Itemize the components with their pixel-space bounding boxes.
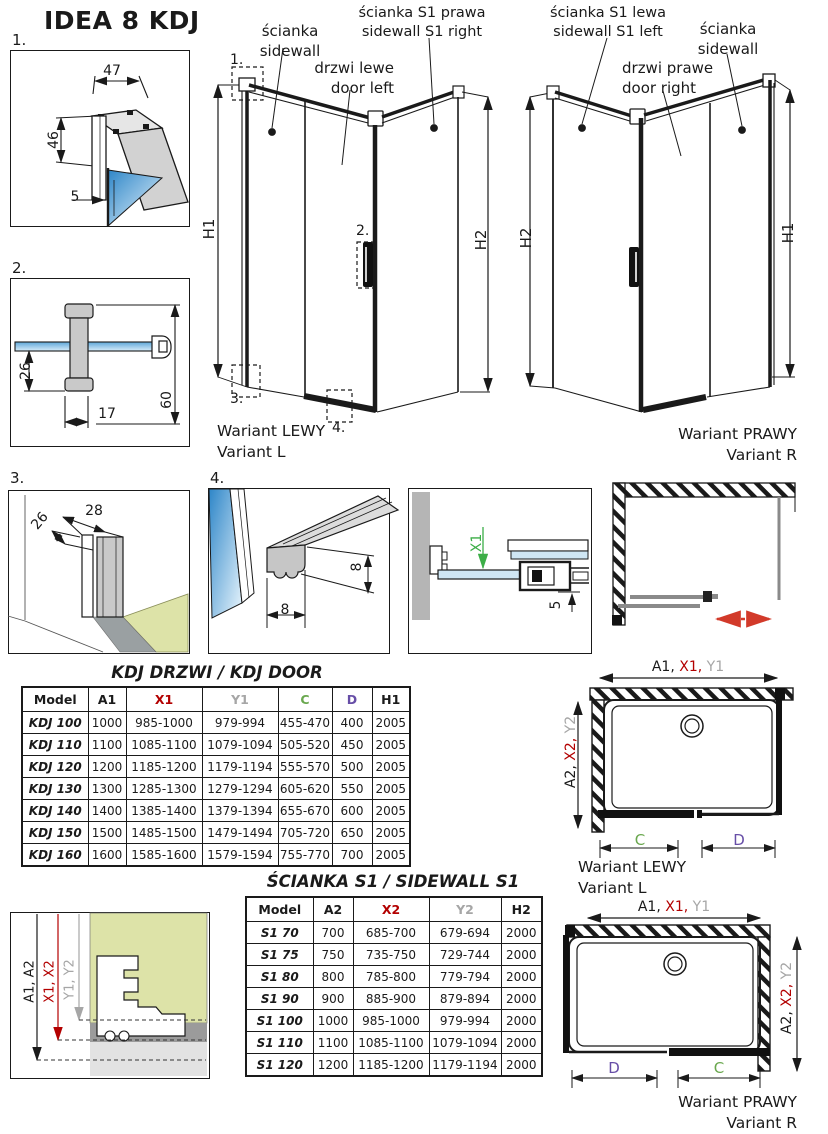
door-handle <box>629 247 639 287</box>
value-cell: 1179-1194 <box>429 1054 501 1077</box>
value-cell: 2005 <box>372 734 410 756</box>
value-cell: 1300 <box>88 778 126 800</box>
table-row <box>22 822 410 844</box>
door-glass <box>569 1047 770 1057</box>
table-row <box>22 844 410 867</box>
model-cell: S1 90 <box>246 988 313 1010</box>
value-cell: 400 <box>332 712 372 734</box>
value-cell: 2000 <box>501 1010 542 1032</box>
upper-rail <box>508 540 588 559</box>
shower-tray <box>604 700 779 815</box>
model-cell: S1 70 <box>246 922 313 944</box>
value-cell: 1079-1094 <box>202 734 278 756</box>
plan-left-dim-d: D <box>733 831 745 849</box>
value-cell: 1000 <box>313 1010 353 1032</box>
table-row <box>246 1032 542 1054</box>
profile-dim-a: A1, A2 <box>22 960 38 1003</box>
value-cell: 1385-1400 <box>126 800 202 822</box>
column-header-a1: A1 <box>88 687 126 712</box>
value-cell: 1500 <box>88 822 126 844</box>
door-table-title: KDJ DRZWI / KDJ DOOR <box>111 663 323 682</box>
profile-detail-drawing <box>10 912 208 1077</box>
model-cell: KDJ 160 <box>22 844 88 867</box>
dim-28: 28 <box>85 503 103 519</box>
value-cell: 800 <box>313 966 353 988</box>
plan-right-dim-d: D <box>608 1059 620 1077</box>
table-row <box>246 922 542 944</box>
dim-17: 17 <box>98 406 116 422</box>
value-cell: 1085-1100 <box>126 734 202 756</box>
plan-right-top-dim: A1, X1, Y1 <box>637 899 711 915</box>
profile-dim-y: Y1, Y2 <box>62 959 78 1000</box>
value-cell: 1179-1194 <box>202 756 278 778</box>
cross-section-drawing <box>408 488 590 652</box>
slide-direction-sketch <box>605 475 805 660</box>
model-cell: S1 110 <box>246 1032 313 1054</box>
value-cell: 1100 <box>88 734 126 756</box>
detail-2-label: 2. <box>12 259 27 277</box>
column-header-x1: X1 <box>126 687 202 712</box>
value-cell: 1479-1494 <box>202 822 278 844</box>
value-cell: 755-770 <box>278 844 332 867</box>
table-row <box>22 800 410 822</box>
value-cell: 1085-1100 <box>353 1032 429 1054</box>
value-cell: 2005 <box>372 800 410 822</box>
value-cell: 1285-1300 <box>126 778 202 800</box>
column-header-y1: Y1 <box>202 687 278 712</box>
detail-3-label: 3. <box>10 469 25 487</box>
value-cell: 600 <box>332 800 372 822</box>
column-header-x2: X2 <box>353 897 429 922</box>
plan-left-caption: Wariant LEWY Variant L <box>578 858 687 897</box>
column-header-model: Model <box>22 687 88 712</box>
value-cell: 705-720 <box>278 822 332 844</box>
label-sidewall-right: ścianka sidewall <box>697 20 759 58</box>
value-cell: 1600 <box>88 844 126 867</box>
value-cell: 979-994 <box>202 712 278 734</box>
value-cell: 1100 <box>313 1032 353 1054</box>
dim-x1: X1 <box>469 533 485 553</box>
value-cell: 1279-1294 <box>202 778 278 800</box>
glass-panel <box>209 489 254 618</box>
value-cell: 2000 <box>501 944 542 966</box>
door-table-wrap <box>21 686 411 867</box>
value-cell: 1200 <box>88 756 126 778</box>
plan-right-side-dim: A2, X2, Y2 <box>779 961 795 1035</box>
table-row <box>22 734 410 756</box>
value-cell: 679-694 <box>429 922 501 944</box>
dim-47: 47 <box>103 63 121 79</box>
column-header-y2: Y2 <box>429 897 501 922</box>
model-cell: KDJ 120 <box>22 756 88 778</box>
shower-tray <box>569 937 760 1052</box>
table-row <box>246 966 542 988</box>
value-cell: 1579-1594 <box>202 844 278 867</box>
model-cell: S1 75 <box>246 944 313 966</box>
value-cell: 1485-1500 <box>126 822 202 844</box>
model-cell: S1 100 <box>246 1010 313 1032</box>
sliding-door-glass <box>618 591 718 606</box>
value-cell: 550 <box>332 778 372 800</box>
detail-4-label: 4. <box>210 469 225 487</box>
value-cell: 650 <box>332 822 372 844</box>
wall <box>412 492 430 620</box>
profile-dim-x: X1, X2 <box>42 960 58 1003</box>
threshold-profile <box>267 496 398 578</box>
dim-60: 60 <box>159 391 175 409</box>
plan-right-caption: Wariant PRAWY Variant R <box>678 1093 797 1132</box>
hatched-wall-left <box>613 483 625 625</box>
value-cell: 605-620 <box>278 778 332 800</box>
column-header-a2: A2 <box>313 897 353 922</box>
table-row <box>22 756 410 778</box>
label-door-left: drzwi lewe door left <box>314 59 394 97</box>
plan-left-side-dim: A2, X2, Y2 <box>563 715 579 789</box>
sidewall-table <box>245 896 543 1077</box>
plan-left-drawing <box>560 655 810 890</box>
table-row <box>22 778 410 800</box>
dim-5: 5 <box>70 189 80 205</box>
value-cell: 779-794 <box>429 966 501 988</box>
value-cell: 2005 <box>372 712 410 734</box>
value-cell: 700 <box>332 844 372 867</box>
base-strip-light <box>90 1042 207 1076</box>
column-header-h1: H1 <box>372 687 410 712</box>
door-table-header-row <box>22 687 410 712</box>
model-cell: KDJ 150 <box>22 822 88 844</box>
value-cell: 450 <box>332 734 372 756</box>
value-cell: 1400 <box>88 800 126 822</box>
dim-h2-left: H2 <box>472 229 490 251</box>
door-glass <box>598 809 779 819</box>
column-header-c: C <box>278 687 332 712</box>
value-cell: 750 <box>313 944 353 966</box>
sidewall-table-title: ŚCIANKA S1 / SIDEWALL S1 <box>266 872 520 891</box>
value-cell: 2005 <box>372 844 410 867</box>
column-header-d: D <box>332 687 372 712</box>
value-cell: 1079-1094 <box>429 1032 501 1054</box>
value-cell: 2000 <box>501 988 542 1010</box>
value-cell: 555-570 <box>278 756 332 778</box>
value-cell: 979-994 <box>429 1010 501 1032</box>
value-cell: 900 <box>313 988 353 1010</box>
value-cell: 729-744 <box>429 944 501 966</box>
column-header-h2: H2 <box>501 897 542 922</box>
table-row <box>246 944 542 966</box>
value-cell: 785-800 <box>353 966 429 988</box>
table-row <box>246 1010 542 1032</box>
label-door-right: drzwi prawe door right <box>622 59 714 97</box>
sidewall-table-wrap <box>245 896 543 1077</box>
hatched-wall-top <box>613 483 795 497</box>
marker-3: 3. <box>230 391 244 407</box>
dim-gap-5: 5 <box>548 600 564 610</box>
table-row <box>246 988 542 1010</box>
dim-46: 46 <box>46 131 62 149</box>
table-row <box>246 1054 542 1077</box>
hatched-wall-top <box>590 688 793 700</box>
value-cell: 1585-1600 <box>126 844 202 867</box>
value-cell: 2000 <box>501 1032 542 1054</box>
marker-4: 4. <box>332 420 346 436</box>
value-cell: 500 <box>332 756 372 778</box>
value-cell: 2005 <box>372 756 410 778</box>
dim-26-depth: 26 <box>28 509 52 533</box>
dim-26: 26 <box>18 362 34 380</box>
value-cell: 879-894 <box>429 988 501 1010</box>
value-cell: 985-1000 <box>126 712 202 734</box>
dim-h1-right: H1 <box>779 222 797 244</box>
wall-profiles <box>82 535 123 617</box>
dim-h1-left: H1 <box>200 218 218 240</box>
value-cell: 2005 <box>372 822 410 844</box>
value-cell: 700 <box>313 922 353 944</box>
door-handle <box>363 242 373 287</box>
value-cell: 685-700 <box>353 922 429 944</box>
value-cell: 505-520 <box>278 734 332 756</box>
value-cell: 2005 <box>372 778 410 800</box>
model-cell: S1 120 <box>246 1054 313 1077</box>
sidewall-glass <box>563 935 569 1053</box>
model-cell: KDJ 100 <box>22 712 88 734</box>
value-cell: 655-670 <box>278 800 332 822</box>
sidewall-glass <box>776 697 782 815</box>
marker-1: 1. <box>230 52 244 68</box>
marker-2: 2. <box>356 223 370 239</box>
value-cell: 1200 <box>313 1054 353 1077</box>
value-cell: 2000 <box>501 966 542 988</box>
table-row <box>22 712 410 734</box>
value-cell: 455-470 <box>278 712 332 734</box>
label-sidewall-left: ścianka sidewall <box>259 22 321 60</box>
value-cell: 2000 <box>501 922 542 944</box>
dim-h2-right: H2 <box>517 227 535 249</box>
door-table <box>21 686 411 867</box>
model-cell: KDJ 110 <box>22 734 88 756</box>
label-s1-left: ścianka S1 lewa sidewall S1 left <box>550 5 666 40</box>
value-cell: 1000 <box>88 712 126 734</box>
caption-variant-left: Wariant LEWY Variant L <box>217 422 326 461</box>
label-s1-right: ścianka S1 prawa sidewall S1 right <box>358 5 486 40</box>
dim-8-width: 8 <box>280 602 290 618</box>
detail-1-label: 1. <box>12 31 27 49</box>
page-title: IDEA 8 KDJ <box>44 6 200 35</box>
sidewall-table-header-row <box>246 897 542 922</box>
dim-8-height: 8 <box>349 562 365 572</box>
value-cell: 1185-1200 <box>126 756 202 778</box>
value-cell: 885-900 <box>353 988 429 1010</box>
value-cell: 2000 <box>501 1054 542 1077</box>
model-cell: KDJ 140 <box>22 800 88 822</box>
model-cell: S1 80 <box>246 966 313 988</box>
value-cell: 1185-1200 <box>353 1054 429 1077</box>
value-cell: 1379-1394 <box>202 800 278 822</box>
plan-left-dim-c: C <box>634 831 646 849</box>
hatched-wall-top <box>567 925 770 937</box>
plan-left-top-dim: A1, X1, Y1 <box>651 659 725 675</box>
detail-markers <box>232 67 375 422</box>
model-cell: KDJ 130 <box>22 778 88 800</box>
caption-variant-right: Wariant PRAWY Variant R <box>678 425 797 464</box>
plan-right-dim-c: C <box>713 1059 725 1077</box>
value-cell: 985-1000 <box>353 1010 429 1032</box>
value-cell: 735-750 <box>353 944 429 966</box>
column-header-model: Model <box>246 897 313 922</box>
